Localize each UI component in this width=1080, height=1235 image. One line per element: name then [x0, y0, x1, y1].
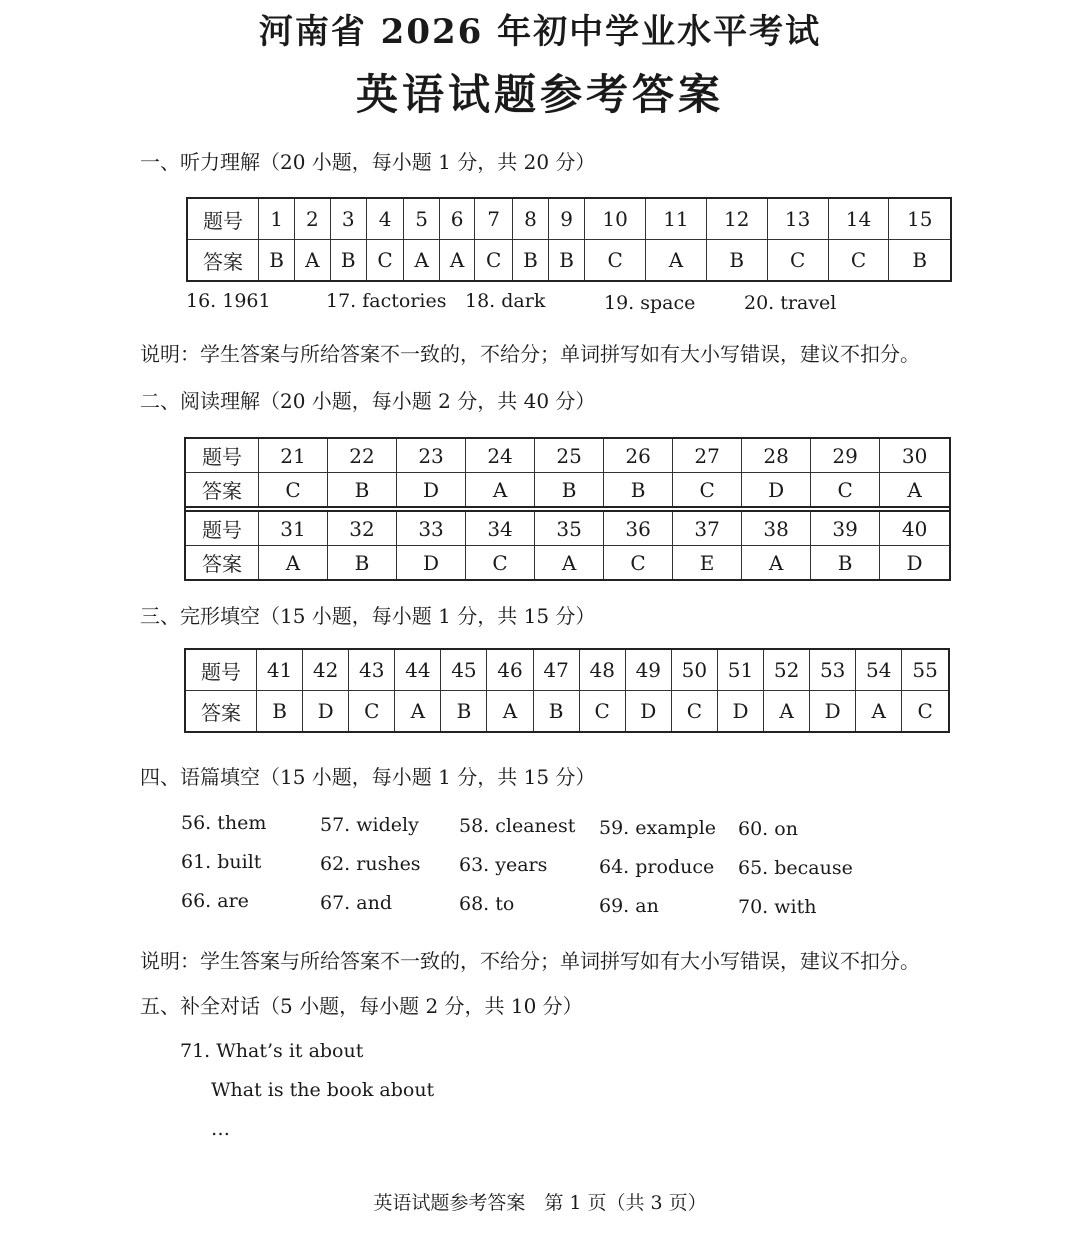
- table-cell: 34: [466, 511, 535, 546]
- table-cell: 45: [441, 649, 487, 691]
- table-cell: A: [404, 240, 440, 282]
- table-cell: C: [475, 240, 513, 282]
- list-item: 68. to: [459, 893, 515, 915]
- table-cell: 33: [397, 511, 466, 546]
- table-row: [187, 198, 951, 240]
- table-cell: 51: [717, 649, 763, 691]
- table-cell: 9: [549, 198, 585, 240]
- table-cell: 43: [349, 649, 395, 691]
- table-cell: 50: [671, 649, 717, 691]
- dialogue-answer-71-alt: What is the book about: [211, 1079, 435, 1101]
- page-title: 河南省 2026 年初中学业水平考试: [258, 12, 822, 52]
- page-footer: 英语试题参考答案 第 1 页（共 3 页）: [373, 1192, 707, 1214]
- list-item: 57. widely: [320, 813, 419, 836]
- table-cell: A: [395, 691, 441, 733]
- table-cell: 30: [880, 438, 950, 473]
- row-label: 答案: [187, 240, 259, 282]
- table-cell: B: [512, 240, 548, 282]
- table-cell: 22: [328, 438, 397, 473]
- list-item: 65. because: [738, 857, 853, 879]
- table-cell: D: [742, 473, 811, 508]
- section1-heading: 一、听力理解（20 小题，每小题 1 分，共 20 分）: [140, 150, 596, 174]
- table-row: [185, 649, 949, 691]
- table-cell: C: [767, 240, 828, 282]
- table-cell: A: [295, 240, 331, 282]
- table-cell: 36: [604, 511, 673, 546]
- section1-note: 说明：学生答案与所给答案不一致的，不给分；单词拼写如有大小写错误，建议不扣分。: [140, 342, 920, 366]
- table-cell: C: [671, 691, 717, 733]
- table-cell: B: [549, 240, 585, 282]
- dialogue-ellipsis: …: [211, 1118, 230, 1140]
- table-cell: E: [673, 546, 742, 581]
- fill-answer-20: 20. travel: [744, 292, 837, 314]
- row-label: 答案: [185, 691, 257, 733]
- table-cell: B: [257, 691, 303, 733]
- table-row: [185, 511, 950, 546]
- table-cell: C: [579, 691, 625, 733]
- table-cell: A: [259, 546, 328, 581]
- table-cell: 40: [880, 511, 950, 546]
- table-cell: 12: [706, 198, 767, 240]
- table-cell: C: [366, 240, 404, 282]
- fill-answer-18: 18. dark: [465, 290, 546, 312]
- table-cell: A: [764, 691, 810, 733]
- section4-note: 说明：学生答案与所给答案不一致的，不给分；单词拼写如有大小写错误，建议不扣分。: [140, 949, 920, 973]
- table-cell: 10: [585, 198, 646, 240]
- table-cell: C: [902, 691, 949, 733]
- table-cell: 52: [764, 649, 810, 691]
- list-item: 56. them: [181, 812, 267, 834]
- table-cell: D: [810, 691, 856, 733]
- cloze-answer-table: [184, 648, 950, 733]
- table-cell: A: [646, 240, 707, 282]
- table-cell: 15: [889, 198, 951, 240]
- table-cell: C: [585, 240, 646, 282]
- table-cell: 55: [902, 649, 949, 691]
- table-cell: 3: [330, 198, 366, 240]
- table-cell: 32: [328, 511, 397, 546]
- table-cell: B: [889, 240, 951, 282]
- table-cell: A: [856, 691, 902, 733]
- page-subtitle: 英语试题参考答案: [355, 70, 724, 119]
- list-item: 64. produce: [599, 855, 715, 878]
- table-cell: 7: [475, 198, 513, 240]
- table-cell: 4: [366, 198, 404, 240]
- table-cell: 35: [535, 511, 604, 546]
- table-cell: 47: [533, 649, 579, 691]
- fill-answer-16: 16. 1961: [186, 290, 271, 312]
- table-cell: 41: [257, 649, 303, 691]
- table-cell: 54: [856, 649, 902, 691]
- listening-answer-table: [186, 197, 952, 282]
- list-item: 60. on: [738, 818, 798, 840]
- table-cell: C: [604, 546, 673, 581]
- table-cell: 8: [512, 198, 548, 240]
- table-cell: 6: [439, 198, 475, 240]
- table-cell: 42: [303, 649, 349, 691]
- table-cell: B: [328, 473, 397, 508]
- section4-heading: 四、语篇填空（15 小题，每小题 1 分，共 15 分）: [140, 765, 596, 789]
- table-cell: C: [259, 473, 328, 508]
- fill-answer-17: 17. factories: [326, 290, 447, 312]
- table-cell: B: [535, 473, 604, 508]
- row-label: 题号: [185, 649, 257, 691]
- list-item: 59. example: [599, 816, 717, 839]
- table-cell: D: [880, 546, 950, 581]
- row-label: 答案: [185, 546, 259, 581]
- table-cell: B: [441, 691, 487, 733]
- table-cell: 24: [466, 438, 535, 473]
- list-item: 58. cleanest: [459, 815, 576, 837]
- section3-heading: 三、完形填空（15 小题，每小题 1 分，共 15 分）: [140, 604, 596, 628]
- list-item: 61. built: [181, 851, 262, 873]
- table-cell: B: [706, 240, 767, 282]
- row-label: 题号: [185, 438, 259, 473]
- table-row: [185, 473, 950, 508]
- list-item: 69. an: [599, 894, 659, 917]
- table-cell: 26: [604, 438, 673, 473]
- table-cell: A: [535, 546, 604, 581]
- table-cell: 13: [767, 198, 828, 240]
- table-cell: 23: [397, 438, 466, 473]
- table-cell: 27: [673, 438, 742, 473]
- table-cell: 48: [579, 649, 625, 691]
- section5-heading: 五、补全对话（5 小题，每小题 2 分，共 10 分）: [140, 994, 583, 1018]
- table-cell: 53: [810, 649, 856, 691]
- table-cell: B: [328, 546, 397, 581]
- row-label: 题号: [187, 198, 259, 240]
- table-cell: A: [466, 473, 535, 508]
- table-cell: 46: [487, 649, 533, 691]
- table-cell: 38: [742, 511, 811, 546]
- table-cell: D: [397, 546, 466, 581]
- table-cell: 2: [295, 198, 331, 240]
- table-cell: 39: [811, 511, 880, 546]
- table-row: [185, 438, 950, 473]
- table-cell: D: [303, 691, 349, 733]
- table-cell: 28: [742, 438, 811, 473]
- row-label: 题号: [185, 511, 259, 546]
- table-cell: A: [742, 546, 811, 581]
- table-cell: 14: [828, 198, 889, 240]
- table-cell: A: [487, 691, 533, 733]
- table-cell: 29: [811, 438, 880, 473]
- table-cell: B: [811, 546, 880, 581]
- table-cell: 44: [395, 649, 441, 691]
- table-cell: 25: [535, 438, 604, 473]
- table-cell: B: [604, 473, 673, 508]
- table-cell: 11: [646, 198, 707, 240]
- list-item: 63. years: [459, 854, 548, 876]
- table-cell: A: [880, 473, 950, 508]
- fill-answer-19: 19. space: [604, 292, 696, 314]
- table-cell: D: [717, 691, 763, 733]
- table-cell: B: [259, 240, 295, 282]
- list-item: 70. with: [738, 896, 817, 918]
- table-cell: D: [625, 691, 671, 733]
- dialogue-answer-71: 71. What’s it about: [180, 1040, 364, 1062]
- table-cell: 31: [259, 511, 328, 546]
- table-cell: D: [397, 473, 466, 508]
- table-cell: 21: [259, 438, 328, 473]
- table-cell: C: [828, 240, 889, 282]
- table-row: [185, 546, 950, 581]
- table-cell: 49: [625, 649, 671, 691]
- table-cell: C: [673, 473, 742, 508]
- table-cell: C: [466, 546, 535, 581]
- table-cell: B: [533, 691, 579, 733]
- reading-answer-table: [184, 437, 951, 581]
- list-item: 67. and: [320, 891, 392, 914]
- table-cell: A: [439, 240, 475, 282]
- list-item: 66. are: [181, 890, 249, 912]
- table-cell: 37: [673, 511, 742, 546]
- table-cell: 1: [259, 198, 295, 240]
- table-cell: C: [811, 473, 880, 508]
- table-cell: C: [349, 691, 395, 733]
- table-row: [187, 240, 951, 282]
- section2-heading: 二、阅读理解（20 小题，每小题 2 分，共 40 分）: [140, 389, 596, 413]
- row-label: 答案: [185, 473, 259, 508]
- list-item: 62. rushes: [320, 852, 421, 875]
- table-cell: B: [330, 240, 366, 282]
- table-cell: 5: [404, 198, 440, 240]
- table-row: [185, 691, 949, 733]
